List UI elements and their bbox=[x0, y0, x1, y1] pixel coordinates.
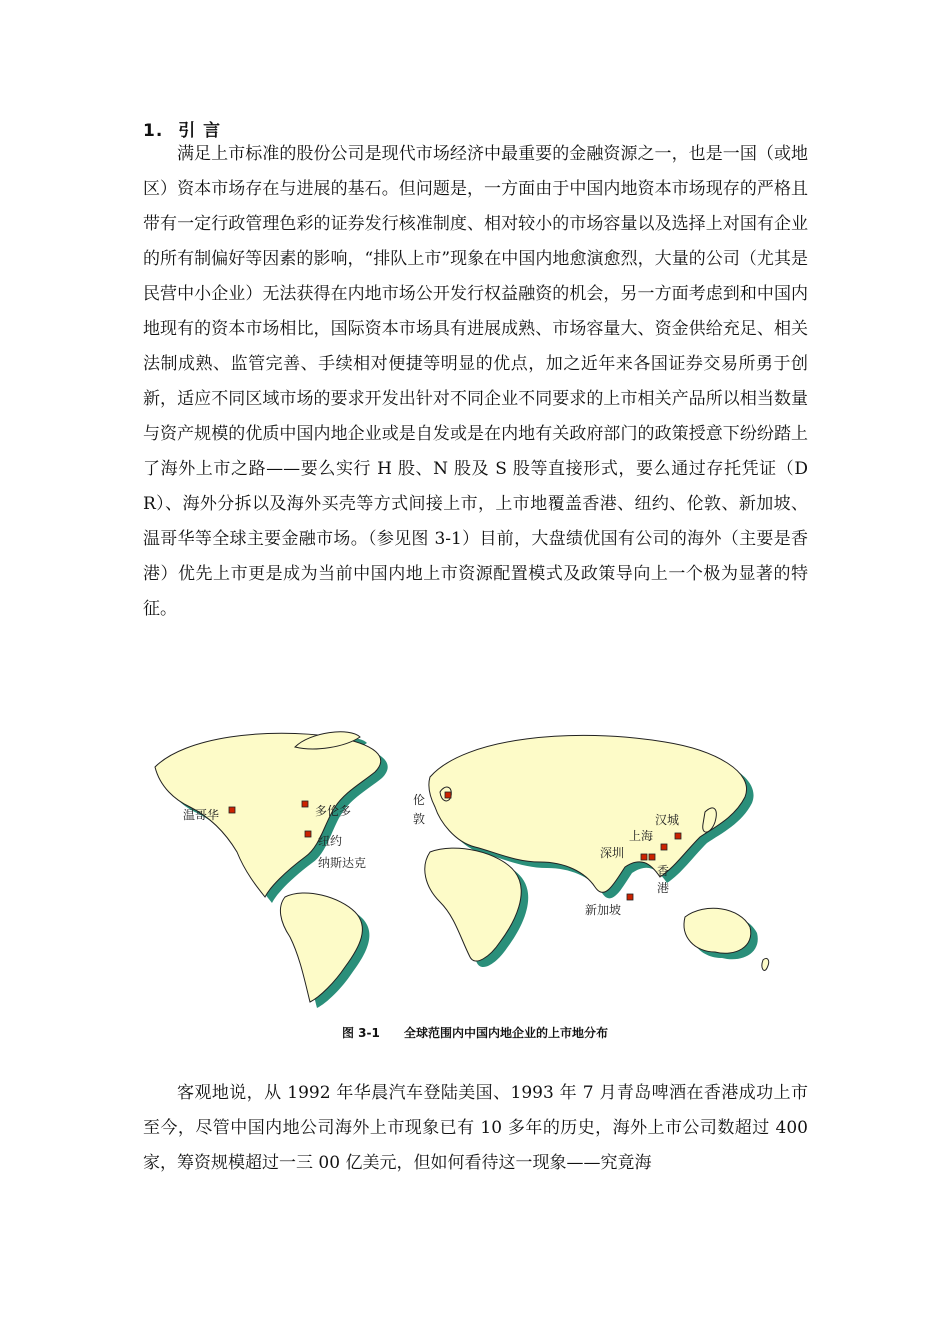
marker-london bbox=[445, 792, 451, 798]
label-shenzhen: 深圳 bbox=[600, 846, 625, 860]
marker-toronto bbox=[302, 801, 308, 807]
marker-vancouver bbox=[229, 807, 235, 813]
section-title: 引 言 bbox=[178, 121, 222, 141]
new-zealand bbox=[762, 958, 769, 970]
label-hongkong-2: 港 bbox=[657, 881, 670, 895]
section-number: 1. bbox=[143, 121, 164, 141]
marker-shenzhen bbox=[641, 854, 647, 860]
label-hongkong-1: 香 bbox=[657, 864, 670, 878]
intro-paragraph: 满足上市标准的股份公司是现代市场经济中最重要的金融资源之一，也是一国（或地区）资本市场存在与进展的基石。但问题是，一方面由于中国内地资本市场现存的严格且带有一定行政管理色彩的证券发行核准制度、相对较小的市场容量以及选择上对国有企业的所有制偏好等因素的影响，“排队上市”现象在中国内地愈演愈烈，大量的公司（尤其是民营中小企业）无法获得在内地市场公开发行权益融资的机会，另一方面考虑到和中国内地现有的资本市场相比，国际资本市场具有进展成熟、市场容量大、资金供给充足、相关法制成熟、监管完善、手续相对便捷等明显的优点，加之近年来各国证券交易所勇于创新，适应不同区域市场的要求开发出针对不同企业不同要求的上市相关产品所以相当数量与资产规模的优质中国内地企业或是自发或是在内地有关政府部门的政策授意下纷纷踏上了海外上市之路——要么实行 H 股、N 股及 S 股等直接形式，要么通过存托凭证（DR）、海外分拆以及海外买壳等方式间接上市，上市地覆盖香港、纽约、伦敦、新加坡、温哥华等全球主要金融市场。（参见图 3-1）目前，大盘绩优国有公司的海外（主要是香港）优先上市更是成为当前中国内地上市资源配置模式及政策导向上一个极为显著的特征。 bbox=[143, 144, 808, 619]
label-toronto: 多伦多 bbox=[315, 804, 352, 818]
south-america bbox=[280, 893, 362, 1002]
figure-caption bbox=[0, 1024, 950, 1041]
body-paragraph: 客观地说，从 1992 年华晨汽车登陆美国、1993 年 7 月青岛啤酒在香港成功上市至今，尽管中国内地公司海外上市现象已有 10 多年的历史，海外上市公司数超过 400 家，筹资规模超过一三 00 亿美元，但如何看待这一现象——究竟海 bbox=[143, 1083, 808, 1173]
marker-shanghai bbox=[661, 844, 667, 850]
australia bbox=[684, 908, 751, 953]
label-london-1: 伦 bbox=[413, 793, 426, 807]
label-hancheng: 汉城 bbox=[655, 813, 680, 827]
label-london-2: 敦 bbox=[413, 812, 426, 826]
figure-label: 图 3-1 bbox=[341, 1026, 380, 1040]
figure-caption-text: 全球范围内中国内地企业的上市地分布 bbox=[404, 1026, 609, 1040]
label-singapore: 新加坡 bbox=[585, 903, 622, 917]
label-vancouver: 温哥华 bbox=[183, 808, 220, 822]
marker-newyork bbox=[305, 831, 311, 837]
label-nasdaq: 纳斯达克 bbox=[318, 856, 367, 870]
marker-singapore bbox=[627, 894, 633, 900]
marker-hongkong bbox=[649, 854, 655, 860]
world-map-figure bbox=[145, 712, 785, 1012]
label-shanghai: 上海 bbox=[629, 829, 654, 843]
label-newyork: 纽约 bbox=[318, 834, 343, 848]
marker-hancheng bbox=[675, 833, 681, 839]
